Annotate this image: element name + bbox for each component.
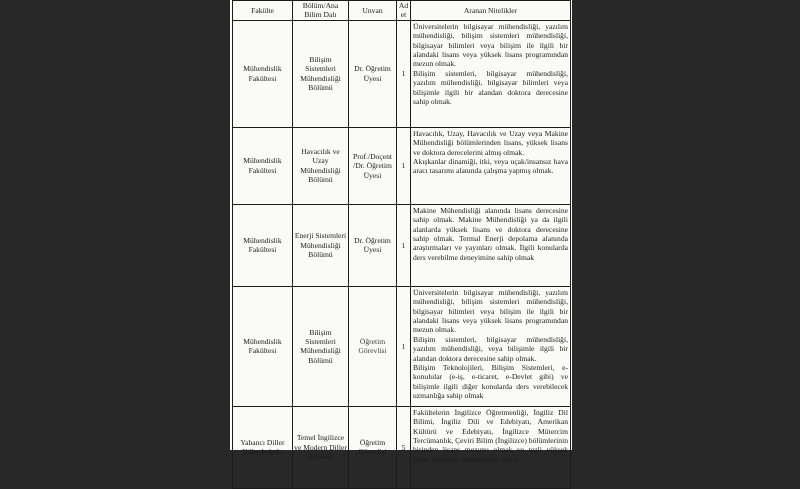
- document-page: [230, 0, 572, 464]
- count-cell: 1: [397, 204, 411, 286]
- table-row: [233, 286, 571, 406]
- requirements-cell: [411, 286, 571, 406]
- title-cell: Dr. Öğretim Üyesi: [349, 204, 397, 286]
- header-title: Unvan: [349, 1, 397, 21]
- requirements-cell: [411, 406, 571, 488]
- table-header-row: [233, 1, 571, 21]
- header-department: Bölüm/Ana Bilim Dalı: [293, 1, 349, 21]
- faculty-cell: Mühendislik Fakültesi: [233, 204, 293, 286]
- requirements-cell: [411, 20, 571, 127]
- requirement-text: Akışkanlar dinamiği, itki, veya uçak/insansız hava aracı tasarımı alanında çalışma yapmış olmak.: [413, 157, 568, 176]
- department-cell: Bilişim Sistemleri Mühendisliği Bölümü: [293, 20, 349, 127]
- requirement-text: Makine Mühendisliği alanında lisans derecesine sahip olmak. Makine Mühendisliği ya da ilgili alanlarda yüksek lisans ve doktora derecesine sahip olmak. Termal Enerji depolama alanında araştırmaları ve yayınları olmak. İlgili konularda ders verebilme deneyimine sahip olmak: [413, 205, 568, 262]
- requirement-text: Üniversitelerin bilgisayar mühendisliği, yazılım mühendisliği, bilişim sistemleri mühendisliği, bilgisayar bilimleri veya bilişim ile ilgili bir alandaki lisans veya yüksek lisans programından mezun olmak.: [413, 287, 568, 335]
- title-cell: Öğretim Görevlisi: [349, 286, 397, 406]
- table-row: [233, 406, 571, 488]
- faculty-cell: Mühendislik Fakültesi: [233, 127, 293, 204]
- requirement-text: Bilişim Teknolojileri, Bilişim Sistemleri, e-konulular (e-iş, e-ticaret, e-Devlet gibi) ve bilişimle ilgili diğer konularda ders verebilecek uzmanlığa sahip olmak: [413, 363, 568, 401]
- table-row: [233, 204, 571, 286]
- department-cell: Havacılık ve Uzay Mühendisliği Bölümü: [293, 127, 349, 204]
- count-cell: 1: [397, 127, 411, 204]
- title-cell: Dr. Öğretim Üyesi: [349, 20, 397, 127]
- job-requirements-table: [232, 0, 571, 489]
- requirement-text: Havacılık, Uzay, Havacılık ve Uzay veya Makine Mühendisliği bölümlerinden lisans, yüksek lisans ve doktora derecelerini almış olmak.: [413, 128, 568, 157]
- title-cell: Prof./Doçent /Dr. Öğretim Üyesi: [349, 127, 397, 204]
- table-row: [233, 127, 571, 204]
- faculty-cell: Yabancı Diller Yüksekokulu: [233, 406, 293, 488]
- requirement-text: Bilişim sistemleri, bilgisayar mühendisliği, yazılım mühendisliği, bilgisayar bilimleri veya bilişimle ilgili bir alandan doktora derecesine sahip olmak.: [413, 68, 568, 107]
- requirement-text: Fakültelerin İngilizce Öğretmenliği, İngiliz Dil Bilimi, İngiliz Dili ve Edebiyatı, Amerikan Kültürü ve Edebiyatı, İngilizce Mütercim Tercümanlık, Çeviri Bilim (İngilizce) bölümlerinin birinden lisans mezunu olmak ve tezli yüksek lisans eğitimini tamamlamış olmak: [413, 407, 568, 464]
- department-cell: Temel İngilizce ve Modern Diller Bölümü: [293, 406, 349, 488]
- faculty-cell: Mühendislik Fakültesi: [233, 20, 293, 127]
- requirement-text: Bilişim sistemleri, bilgisayar mühendisliği, yazılım mühendisliği, veya bilişimle ilgili bir alandan doktora derecesine sahip olmak.: [413, 334, 568, 363]
- title-cell: Öğretim Görevlisi: [349, 406, 397, 488]
- count-cell: 1: [397, 286, 411, 406]
- department-cell: Bilişim Sistemleri Mühendisliği Bölümü: [293, 286, 349, 406]
- department-cell: Enerji Sistemleri Mühendisliği Bölümü: [293, 204, 349, 286]
- count-cell: 1: [397, 20, 411, 127]
- header-requirements: Aranan Nitelikler: [411, 1, 571, 21]
- requirements-cell: [411, 204, 571, 286]
- count-cell: 5: [397, 406, 411, 488]
- header-faculty: Fakülte: [233, 1, 293, 21]
- requirements-cell: [411, 127, 571, 204]
- faculty-cell: Mühendislik Fakültesi: [233, 286, 293, 406]
- table-row: [233, 20, 571, 127]
- header-count: Adet: [397, 1, 411, 21]
- requirement-text: Üniversitelerin bilgisayar mühendisliği, yazılım mühendisliği, bilişim sistemleri mühendisliği, bilgisayar bilimleri veya bilişim ile ilgili bir alandaki lisans veya yüksek lisans programından mezun olmak.: [413, 21, 568, 69]
